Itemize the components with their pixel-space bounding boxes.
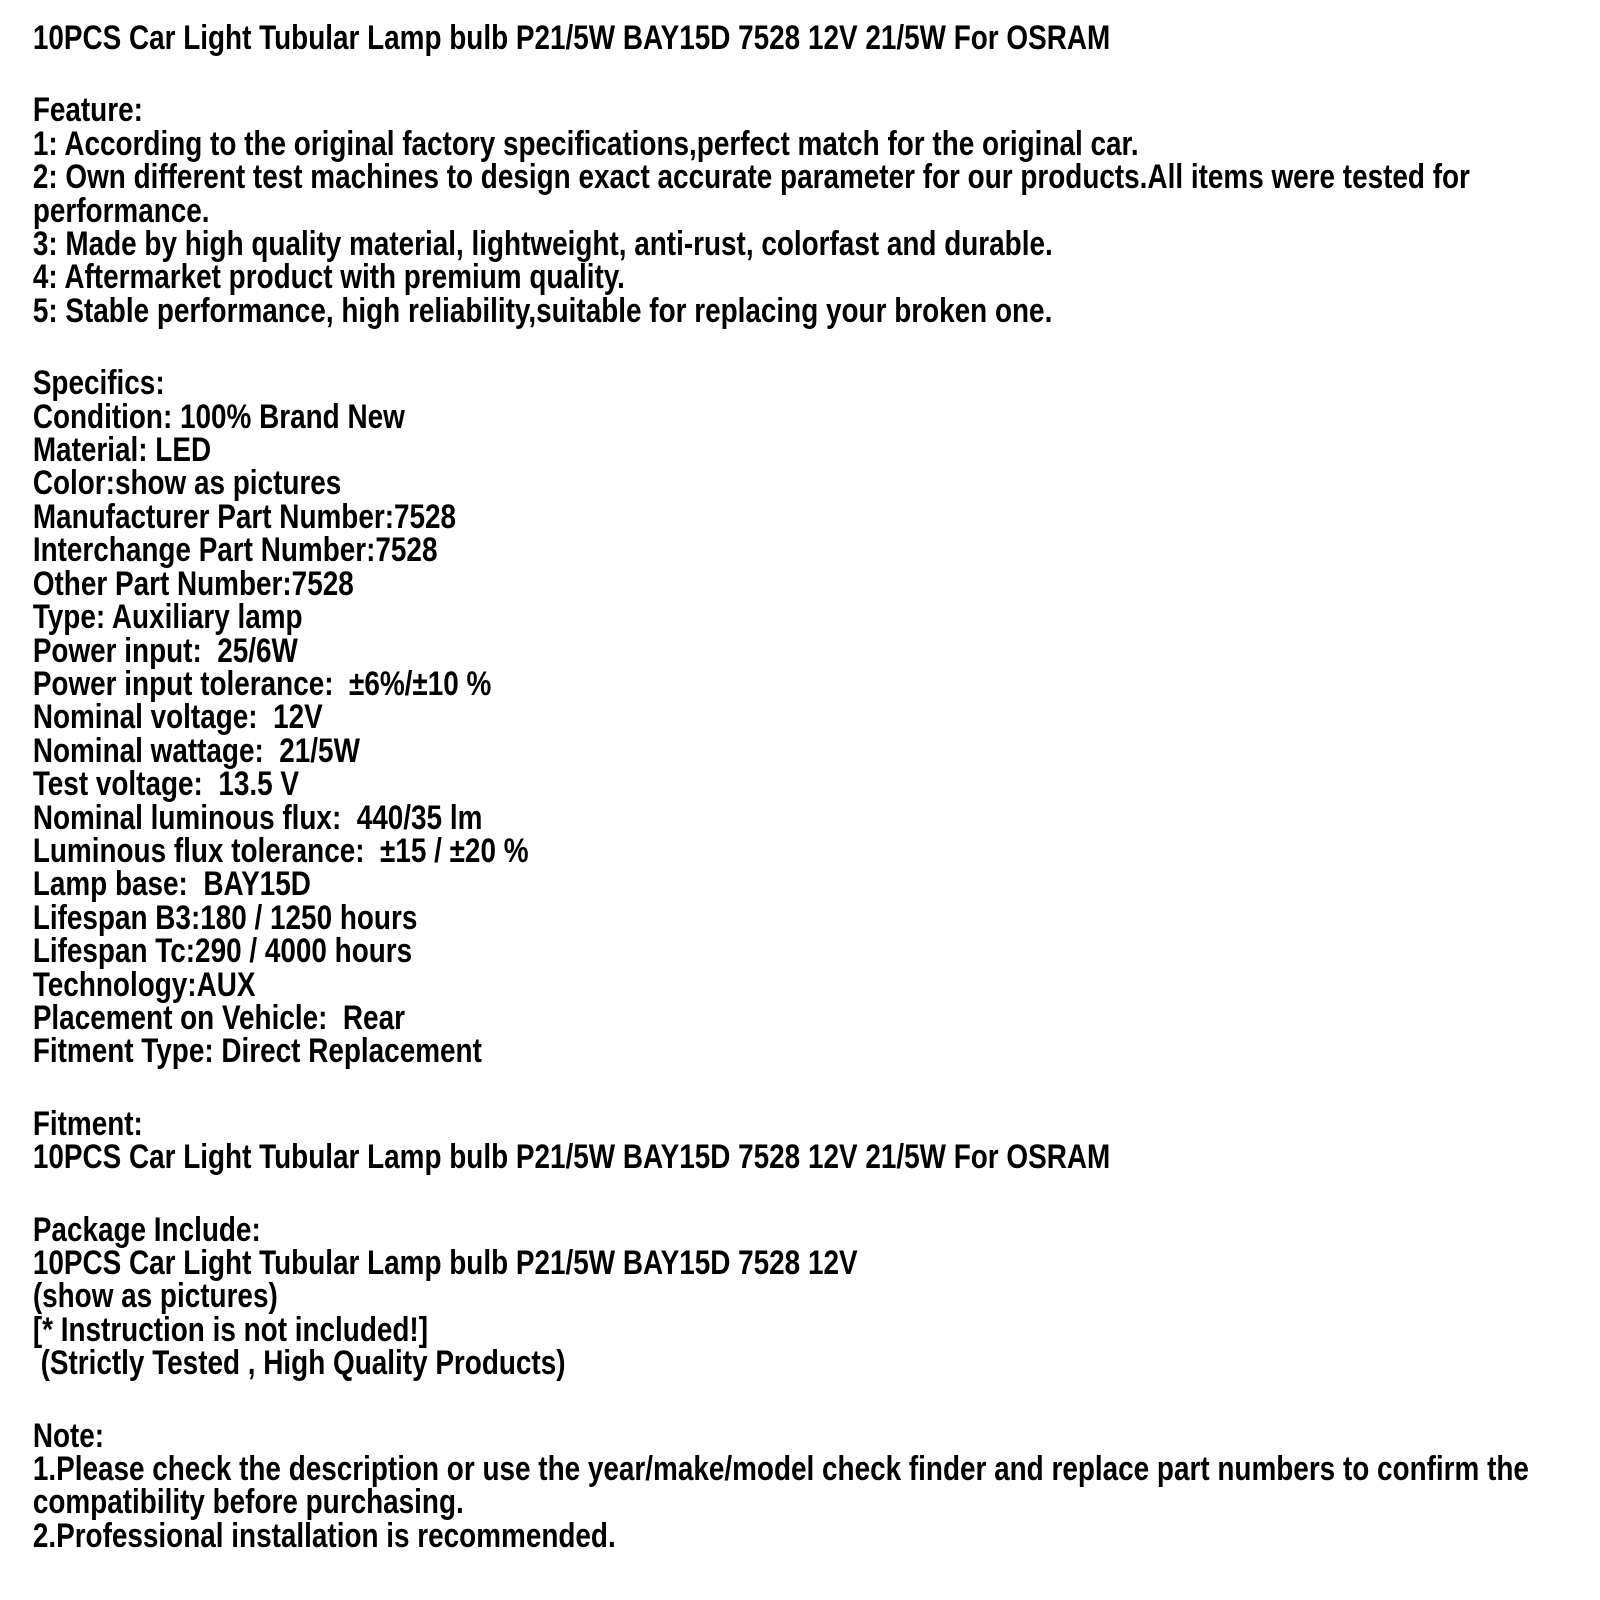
specifics-row: Lifespan Tc:290 / 4000 hours xyxy=(32,932,413,971)
fitment-line: 10PCS Car Light Tubular Lamp bulb P21/5W BAY15D 7528 12V 21/5W For OSRAM xyxy=(32,1138,1111,1177)
package-line: [* Instruction is not included!] xyxy=(32,1310,429,1349)
note-item: 1.Please check the description or use the year/make/model check finder and replace part numbers to confirm the compatibility before purchasing. xyxy=(32,1450,1537,1522)
specifics-row: Test voltage: 13.5 V xyxy=(32,765,299,804)
feature-section xyxy=(32,91,1576,330)
package-line: (show as pictures) xyxy=(32,1277,278,1316)
package-section xyxy=(32,1210,1576,1383)
specifics-row: Color:show as pictures xyxy=(32,464,342,503)
section-gap xyxy=(33,1069,1576,1108)
specifics-row: Power input: 25/6W xyxy=(32,631,298,670)
specifics-row: Placement on Vehicle: Rear xyxy=(32,998,405,1037)
section-gap xyxy=(33,55,1576,94)
note-heading: Note: xyxy=(32,1416,105,1455)
section-gap xyxy=(33,328,1576,367)
feature-item: 3: Made by high quality material, lightweight, anti-rust, colorfast and durable. xyxy=(32,225,1053,264)
fitment-section xyxy=(32,1104,1576,1177)
specifics-row: Power input tolerance: ±6%/±10 % xyxy=(32,664,492,703)
specifics-heading: Specifics: xyxy=(32,364,165,403)
package-line: 10PCS Car Light Tubular Lamp bulb P21/5W BAY15D 7528 12V xyxy=(32,1244,858,1282)
product-title: 10PCS Car Light Tubular Lamp bulb P21/5W BAY15D 7528 12V 21/5W For OSRAM xyxy=(32,19,1111,57)
specifics-row: Material: LED xyxy=(32,431,212,470)
specifics-row: Luminous flux tolerance: ±15 / ±20 % xyxy=(32,831,529,870)
feature-item: 1: According to the original factory specifications,perfect match for the original car. xyxy=(32,124,1139,163)
specifics-row: Nominal luminous flux: 440/35 lm xyxy=(32,798,483,837)
package-line: (Strictly Tested , High Quality Products) xyxy=(32,1344,566,1383)
specifics-section xyxy=(32,364,1576,1071)
specifics-row: Technology:AUX xyxy=(32,965,256,1004)
specifics-row: Nominal wattage: 21/5W xyxy=(32,731,360,770)
specifics-row: Fitment Type: Direct Replacement xyxy=(32,1032,482,1071)
specifics-row: Other Part Number:7528 xyxy=(32,564,354,603)
specifics-row: Nominal voltage: 12V xyxy=(32,698,323,737)
specifics-row: Interchange Part Number:7528 xyxy=(32,531,438,570)
specifics-row: Condition: 100% Brand New xyxy=(32,397,405,436)
package-heading: Package Include: xyxy=(32,1210,261,1249)
specifics-row: Lamp base: BAY15D xyxy=(32,865,311,904)
section-gap xyxy=(33,1381,1576,1420)
note-item: 2.Professional installation is recommended. xyxy=(32,1516,616,1555)
specifics-row: Type: Auxiliary lamp xyxy=(32,598,303,637)
feature-heading: Feature: xyxy=(32,91,143,130)
note-section xyxy=(32,1416,1576,1555)
specifics-row: Manufacturer Part Number:7528 xyxy=(32,497,457,536)
feature-item: 4: Aftermarket product with premium quality. xyxy=(32,258,625,297)
section-gap xyxy=(33,1175,1576,1214)
specifics-row: Lifespan B3:180 / 1250 hours xyxy=(32,898,418,937)
feature-item: 2: Own different test machines to design exact accurate parameter for our products.All items were tested for performance. xyxy=(32,158,1478,230)
feature-item: 5: Stable performance, high reliability,suitable for replacing your broken one. xyxy=(32,291,1053,330)
fitment-heading: Fitment: xyxy=(32,1104,143,1143)
